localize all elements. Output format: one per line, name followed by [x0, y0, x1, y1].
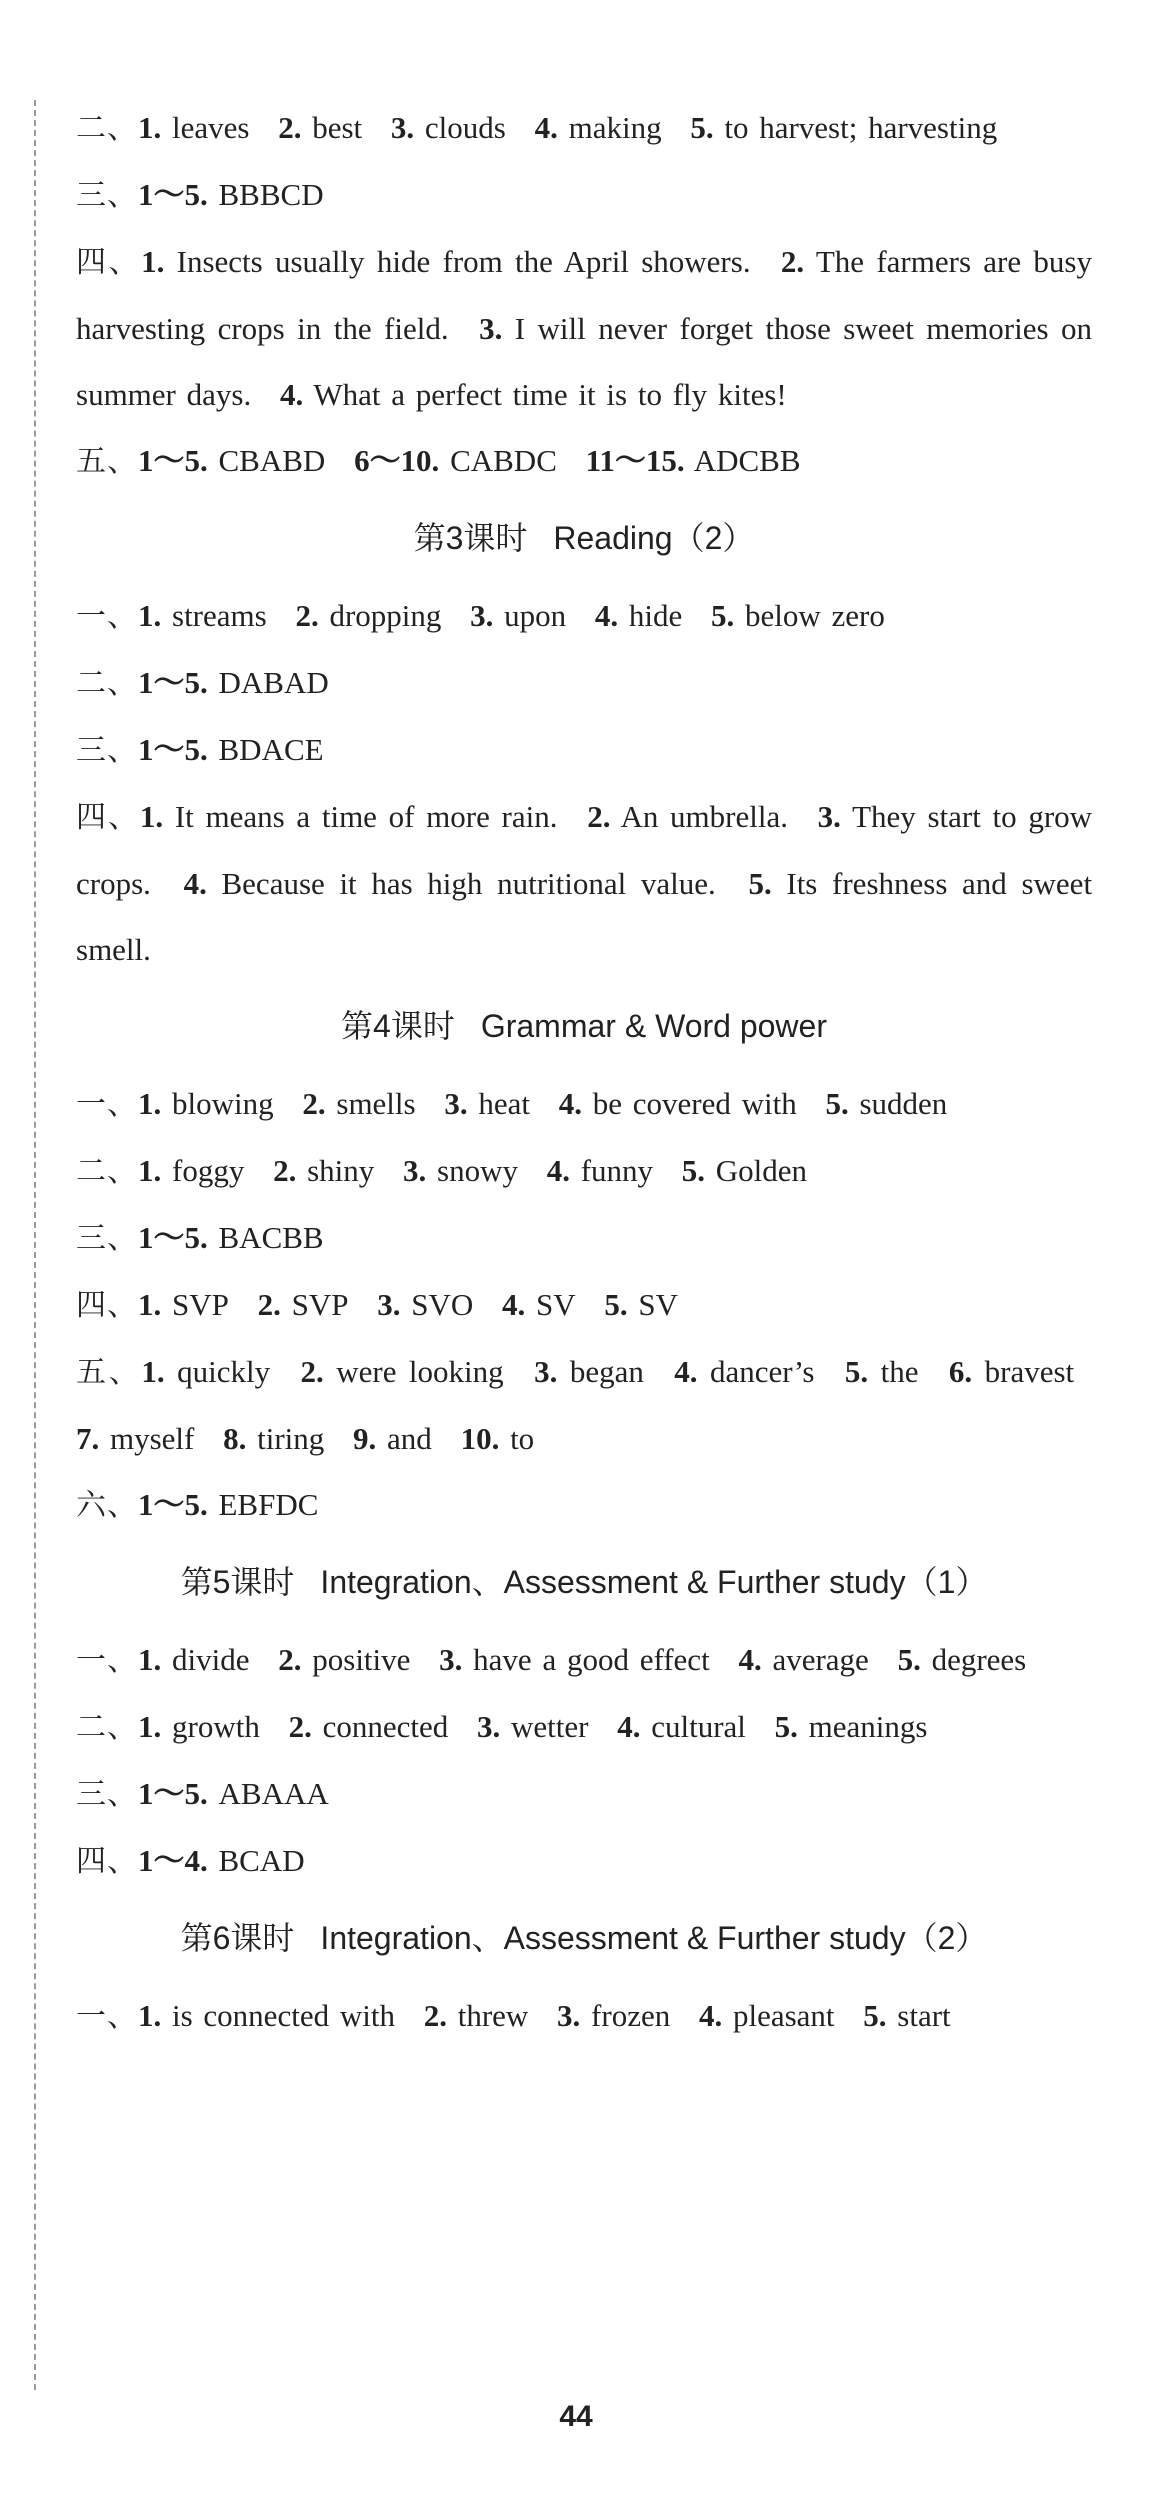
answer-section	[76, 162, 1092, 229]
answer-item	[301, 1354, 504, 1389]
section-marker: 一、	[76, 1999, 138, 2034]
answer-text: dancer’s	[710, 1354, 815, 1389]
answer-item	[845, 1354, 919, 1389]
answer-number: 1.	[139, 799, 164, 834]
answer-text: sudden	[859, 1086, 948, 1121]
answer-text: average	[772, 1642, 869, 1677]
lesson-title: 第4课时	[341, 1008, 455, 1044]
section-marker: 四、	[76, 800, 140, 835]
answer-text: be covered with	[592, 1086, 797, 1121]
answer-number: 1～5.	[138, 1220, 208, 1255]
answer-item	[949, 1354, 1074, 1389]
answer-number: 2.	[587, 799, 611, 834]
lesson-subtitle: Grammar & Word power	[480, 1008, 827, 1044]
answer-number: 11～15.	[585, 443, 685, 478]
answer-item	[444, 1086, 530, 1121]
answer-number: 8.	[223, 1421, 247, 1456]
answer-section	[76, 1272, 1092, 1339]
answer-item	[138, 1487, 318, 1522]
answer-number: 1～4.	[138, 1843, 208, 1878]
answer-text: wetter	[510, 1709, 589, 1744]
answer-number: 1.	[138, 1153, 162, 1188]
answer-item	[258, 1287, 349, 1322]
section-marker: 一、	[76, 599, 138, 634]
answer-item	[586, 443, 801, 478]
answer-item	[595, 598, 682, 633]
answer-text: Insects usually hide from the April showers.	[176, 244, 751, 279]
lesson-title: 第3课时	[413, 520, 528, 556]
answer-section	[76, 1627, 1092, 1694]
answer-item	[76, 1421, 194, 1456]
answer-item	[223, 1421, 324, 1456]
lesson-title: 第6课时	[180, 1920, 295, 1956]
answer-number: 4.	[738, 1642, 762, 1677]
answer-number: 1.	[138, 1287, 162, 1322]
answer-item	[138, 110, 249, 145]
answer-item	[535, 110, 662, 145]
answer-content	[76, 95, 1092, 2050]
answer-number: 1.	[141, 1354, 165, 1389]
lesson-heading	[76, 505, 1092, 571]
section-marker: 四、	[76, 1844, 138, 1879]
answer-section	[76, 1694, 1092, 1761]
answer-text: CABDC	[450, 443, 557, 478]
answer-number: 4.	[546, 1153, 570, 1188]
answer-number: 2.	[278, 1642, 302, 1677]
answer-number: 3.	[557, 1998, 581, 2033]
answer-text: shiny	[307, 1153, 375, 1188]
answer-text: BACBB	[218, 1220, 324, 1255]
answer-section	[76, 1339, 1092, 1472]
answer-item	[391, 110, 506, 145]
lesson-heading	[76, 1905, 1092, 1971]
answer-section	[76, 428, 1092, 495]
answer-section	[76, 1138, 1092, 1205]
answer-text: to harvest; harvesting	[724, 110, 998, 145]
answer-item	[863, 1998, 950, 2033]
answer-text: It means a time of more rain.	[174, 799, 558, 834]
answer-number: 3.	[444, 1086, 468, 1121]
answer-text: What a perfect time it is to fly kites!	[313, 377, 787, 412]
answer-text: funny	[580, 1153, 654, 1188]
answer-text: pleasant	[732, 1998, 835, 2033]
answer-number: 1.	[138, 1642, 162, 1677]
answer-item	[138, 1776, 329, 1811]
section-marker: 三、	[76, 1777, 138, 1812]
answer-number: 5.	[844, 1354, 869, 1389]
answer-number: 4.	[617, 1709, 641, 1744]
answer-number: 1～5.	[138, 443, 208, 478]
section-marker: 五、	[76, 444, 138, 479]
answer-number: 4.	[183, 866, 207, 901]
answer-number: 1.	[138, 110, 162, 145]
answer-number: 1.	[141, 244, 165, 279]
answer-text: degrees	[931, 1642, 1027, 1677]
lesson-title: 第5课时	[180, 1564, 295, 1600]
answer-number: 5.	[897, 1642, 921, 1677]
answer-text: SV	[638, 1287, 679, 1322]
answer-text: BCAD	[218, 1843, 305, 1878]
section-marker: 三、	[76, 1221, 138, 1256]
answer-item	[302, 1086, 415, 1121]
answer-text: Because it has high nutritional value.	[221, 866, 716, 901]
answer-item	[138, 1086, 274, 1121]
answer-number: 3.	[403, 1153, 427, 1188]
answer-number: 5.	[711, 598, 735, 633]
answer-item	[273, 1153, 374, 1188]
answer-text: quickly	[177, 1354, 271, 1389]
answer-item	[547, 1153, 653, 1188]
lesson-heading	[76, 1549, 1092, 1615]
answer-number: 3.	[534, 1354, 558, 1389]
answer-number: 1～5.	[138, 1776, 208, 1811]
answer-number: 9.	[353, 1421, 377, 1456]
answer-item	[138, 1642, 250, 1677]
answer-item	[690, 110, 997, 145]
answer-number: 3.	[439, 1642, 463, 1677]
answer-number: 1～5.	[138, 732, 208, 767]
answer-number: 1.	[138, 598, 162, 633]
answer-item	[439, 1642, 710, 1677]
answer-number: 4.	[534, 110, 558, 145]
answer-number: 2.	[300, 1354, 324, 1389]
answer-number: 2.	[257, 1287, 281, 1322]
answer-text: ABAAA	[218, 1776, 329, 1811]
answer-text: leaves	[172, 110, 250, 145]
answer-item	[604, 1287, 678, 1322]
section-marker: 六、	[76, 1488, 138, 1523]
answer-text: began	[569, 1354, 644, 1389]
answer-item	[138, 732, 324, 767]
answer-text: dropping	[329, 598, 442, 633]
answer-section	[76, 1071, 1092, 1138]
answer-text: meanings	[808, 1709, 928, 1744]
answer-text: positive	[312, 1642, 411, 1677]
answer-item	[280, 377, 787, 412]
section-marker: 五、	[76, 1355, 142, 1390]
answer-number: 2.	[278, 110, 302, 145]
answer-number: 5.	[774, 1709, 798, 1744]
answer-item	[295, 598, 441, 633]
answer-number: 5.	[690, 110, 714, 145]
answer-text: SVP	[291, 1287, 349, 1322]
answer-text: smells	[336, 1086, 416, 1121]
answer-number: 1～5.	[138, 177, 208, 212]
answer-number: 4.	[558, 1086, 582, 1121]
answer-number: 1.	[138, 1709, 162, 1744]
answer-item	[477, 1709, 588, 1744]
answer-item	[138, 1153, 244, 1188]
answer-number: 5.	[748, 866, 772, 901]
answer-number: 4.	[502, 1287, 526, 1322]
answer-section	[76, 95, 1092, 162]
answer-text: the	[880, 1354, 919, 1389]
answer-number: 3.	[470, 598, 494, 633]
answer-item	[898, 1642, 1027, 1677]
answer-text: hide	[628, 598, 683, 633]
section-marker: 一、	[76, 1643, 138, 1678]
answer-text: They start to grow crops.	[76, 799, 1093, 901]
answer-section	[76, 650, 1092, 717]
lesson-heading	[76, 993, 1092, 1059]
answer-item	[502, 1287, 576, 1322]
lesson-subtitle: Reading（2）	[553, 520, 755, 556]
answer-text: is connected with	[172, 1998, 395, 2033]
answer-item	[278, 1642, 410, 1677]
answer-text: SVP	[172, 1287, 229, 1322]
answer-section	[76, 1983, 1092, 2050]
answer-number: 6.	[948, 1354, 973, 1389]
answer-text: upon	[504, 598, 567, 633]
lesson-subtitle: Integration、Assessment & Further study（1）	[320, 1564, 988, 1600]
answer-text: SV	[536, 1287, 576, 1322]
answer-item	[141, 244, 751, 279]
answer-item	[138, 1709, 260, 1744]
answer-text: I will never forget those sweet memories on summer days.	[76, 311, 1092, 412]
answer-number: 4.	[698, 1998, 723, 2033]
answer-section	[76, 229, 1092, 428]
left-dashed-rule	[34, 100, 36, 2390]
answer-item	[825, 1086, 947, 1121]
answer-item	[138, 1843, 305, 1878]
answer-item	[470, 598, 566, 633]
answer-item	[738, 1642, 868, 1677]
answer-item	[674, 1354, 814, 1389]
answer-number: 3.	[817, 799, 841, 834]
section-marker: 一、	[76, 1087, 138, 1122]
answer-text: best	[312, 110, 363, 145]
section-marker: 四、	[76, 245, 142, 280]
answer-text: divide	[172, 1642, 250, 1677]
answer-item	[141, 1354, 270, 1389]
answer-text: were looking	[336, 1354, 504, 1389]
answer-text: Its freshness and sweet smell.	[76, 866, 1093, 967]
answer-text: CBABD	[218, 443, 326, 478]
answer-number: 5.	[681, 1153, 706, 1188]
section-marker: 二、	[76, 111, 138, 146]
answer-text: BDACE	[218, 732, 324, 767]
answer-number: 4.	[279, 377, 304, 412]
section-marker: 二、	[76, 1710, 138, 1745]
answer-item	[587, 799, 788, 834]
section-marker: 二、	[76, 1154, 138, 1189]
lesson-subtitle: Integration、Assessment & Further study（2）	[320, 1920, 988, 1956]
section-marker: 二、	[76, 666, 138, 701]
answer-item	[138, 1220, 324, 1255]
answer-number: 4.	[594, 598, 619, 633]
answer-text: EBFDC	[218, 1487, 319, 1522]
answer-text: growth	[172, 1709, 260, 1744]
answer-item	[138, 177, 324, 212]
answer-text: ADCBB	[693, 443, 801, 478]
answer-number: 4.	[674, 1354, 698, 1389]
answer-item	[138, 443, 325, 478]
answer-item	[682, 1153, 807, 1188]
answer-text: to	[510, 1421, 535, 1456]
answer-number: 2.	[302, 1086, 326, 1121]
answer-text: DABAD	[218, 665, 329, 700]
answer-number: 2.	[273, 1153, 297, 1188]
answer-section	[76, 1205, 1092, 1272]
answer-number: 1～5.	[138, 1487, 208, 1522]
answer-text: tiring	[257, 1421, 325, 1456]
answer-text: Golden	[715, 1153, 808, 1188]
answer-item	[184, 866, 716, 901]
answer-text: blowing	[172, 1086, 274, 1121]
answer-text: have a good effect	[473, 1642, 710, 1677]
answer-item	[354, 443, 557, 478]
answer-section	[76, 784, 1092, 983]
answer-number: 1.	[138, 1086, 162, 1121]
answer-text: threw	[457, 1998, 529, 2033]
answer-text: BBBCD	[218, 177, 324, 212]
answer-number: 2.	[780, 244, 805, 279]
section-marker: 三、	[76, 733, 138, 768]
answer-item	[534, 1354, 644, 1389]
answer-item	[377, 1287, 473, 1322]
answer-item	[289, 1709, 449, 1744]
answer-section	[76, 1472, 1092, 1539]
answer-number: 1～5.	[138, 665, 208, 700]
answer-text: connected	[322, 1709, 449, 1744]
answer-number: 2.	[295, 598, 319, 633]
answer-section	[76, 1828, 1092, 1895]
answer-number: 3.	[476, 1709, 501, 1744]
answer-item	[559, 1086, 797, 1121]
answer-item	[278, 110, 362, 145]
answer-item	[461, 1421, 535, 1456]
answer-text: frozen	[591, 1998, 671, 2033]
answer-text: SVO	[411, 1287, 474, 1322]
answer-item	[138, 665, 329, 700]
answer-item	[140, 799, 558, 834]
answer-text: clouds	[424, 110, 506, 145]
answer-item	[699, 1998, 835, 2033]
answer-item	[403, 1153, 518, 1188]
answer-item	[711, 598, 885, 633]
answer-item	[617, 1709, 746, 1744]
answer-text: bravest	[984, 1354, 1075, 1389]
answer-item	[138, 1998, 395, 2033]
answer-item	[557, 1998, 670, 2033]
answer-number: 2.	[423, 1998, 447, 2033]
answer-text: The farmers are busy harvesting crops in the field.	[76, 244, 1092, 346]
answer-text: snowy	[437, 1153, 518, 1188]
answer-item	[775, 1709, 928, 1744]
answer-text: start	[897, 1998, 951, 2033]
section-marker: 三、	[76, 178, 138, 213]
answer-number: 1.	[138, 1998, 162, 2033]
answer-text: and	[387, 1421, 432, 1456]
answer-number: 10.	[460, 1421, 500, 1456]
answer-number: 2.	[288, 1709, 312, 1744]
answer-number: 5.	[863, 1998, 887, 2033]
answer-section	[76, 1761, 1092, 1828]
answer-section	[76, 717, 1092, 784]
answer-text: heat	[478, 1086, 530, 1121]
answer-item	[353, 1421, 432, 1456]
answer-item	[138, 1287, 229, 1322]
answer-text: streams	[172, 598, 267, 633]
answer-number: 3.	[479, 311, 503, 346]
answer-section	[76, 583, 1092, 650]
answer-text: foggy	[172, 1153, 245, 1188]
answer-number: 5.	[825, 1086, 849, 1121]
answer-number: 3.	[390, 110, 415, 145]
answer-item	[424, 1998, 529, 2033]
answer-number: 7.	[76, 1421, 100, 1456]
answer-text: below zero	[745, 598, 885, 633]
section-marker: 四、	[76, 1288, 138, 1323]
answer-number: 5.	[604, 1287, 628, 1322]
answer-number: 3.	[377, 1287, 401, 1322]
answer-text: An umbrella.	[620, 799, 788, 834]
answer-item	[138, 598, 267, 633]
page-number: 44	[559, 2400, 593, 2433]
answer-text: myself	[110, 1421, 195, 1456]
answer-number: 6～10.	[354, 443, 440, 478]
answer-text: cultural	[651, 1709, 746, 1744]
answer-text: making	[568, 110, 662, 145]
